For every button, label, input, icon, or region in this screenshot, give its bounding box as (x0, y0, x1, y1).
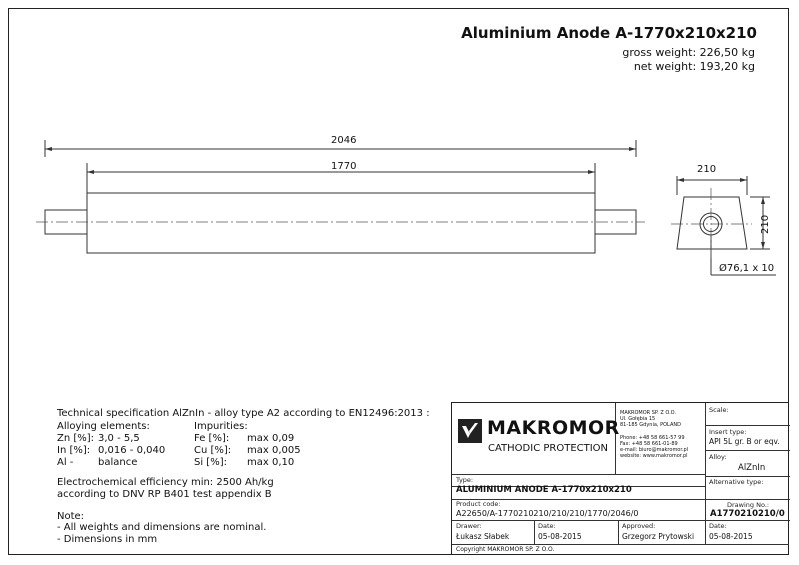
spec-heading: Technical specification AlZnIn - alloy type A2 according to EN12496:2013 : (57, 408, 430, 419)
spec-row-element: Al - (57, 457, 74, 468)
title-block (451, 402, 789, 555)
company-name: MAKROMOR (487, 417, 620, 439)
product-code-value: A22650/A-1770210210/210/210/1770/2046/0 (456, 509, 639, 518)
note-line-2: - Dimensions in mm (57, 534, 158, 545)
net-weight: net weight: 193,20 kg (633, 60, 755, 73)
makromor-logo-icon (458, 419, 482, 443)
drawing-no-label: Drawing No.: (727, 501, 770, 509)
scale-label: Scale: (709, 406, 729, 414)
spec-row-impurity: Si [%]: (194, 457, 227, 468)
drawer-date-value: 05-08-2015 (538, 532, 582, 541)
anode-body (87, 193, 595, 253)
dim-height-label: 210 (760, 214, 771, 234)
drawing-no-value: A1770210210/0 (710, 509, 785, 519)
type-value: ALUMINIUM ANODE A-1770x210x210 (456, 485, 632, 495)
spec-row-range: balance (98, 457, 138, 468)
impurities-title: Impurities: (194, 421, 248, 432)
dim-body-label: 1770 (331, 161, 357, 172)
note-line-1: - All weights and dimensions are nominal. (57, 522, 267, 533)
drawing-title: Aluminium Anode A-1770x210x210 (461, 24, 757, 42)
approval-date-label: Date: (709, 522, 727, 530)
gross-weight: gross weight: 226,50 kg (622, 46, 755, 59)
spec-row-range: 0,016 - 0,040 (98, 445, 166, 456)
efficiency-line-2: according to DNV RP B401 test appendix B (57, 489, 272, 500)
dim-width-label: 210 (697, 164, 717, 175)
company-tagline: CATHODIC PROTECTION (488, 443, 609, 454)
date-label: Date: (538, 522, 556, 530)
section-trapezoid (677, 197, 747, 249)
spec-row-impurity: Cu [%]: (194, 445, 232, 456)
approved-label: Approved: (622, 522, 656, 530)
copyright-text: Copyright MAKROMOR SP. Z O.O. (456, 546, 555, 553)
type-label: Type: (456, 476, 474, 484)
insert-type-value: API 5L gr. B or eqv. (709, 437, 780, 446)
spec-row-element: In [%]: (57, 445, 91, 456)
alloy-value: AlZnIn (738, 463, 766, 473)
efficiency-line-1: Electrochemical efficiency min: 2500 Ah/kg (57, 477, 274, 488)
product-code-label: Product code: (456, 500, 501, 508)
alloy-label: Alloy: (709, 453, 727, 461)
company-address: MAKROMOR SP. Z O.O. Ul. Gołębia 15 81-185 Gdynia, POLAND Phone: +48 58 661-57 99 Fax: +48 58 661-01-89 e-mail: biuro@makromor.pl website: www.makromor.pl (620, 410, 689, 460)
drawer-label: Drawer: (456, 522, 482, 530)
drawer-value: Łukasz Słabek (456, 532, 510, 541)
dim-core-label: Ø76,1 x 10 (719, 263, 775, 274)
spec-row-range: 3,0 - 5,5 (98, 433, 140, 444)
spec-row-max: max 0,005 (247, 445, 301, 456)
dim-total-label: 2046 (331, 135, 357, 146)
spec-row-max: max 0,10 (247, 457, 295, 468)
spec-row-element: Zn [%]: (57, 433, 95, 444)
spec-row-impurity: Fe [%]: (194, 433, 230, 444)
insert-type-label: Insert type: (709, 428, 747, 436)
alloying-title: Alloying elements: (57, 421, 150, 432)
alternative-type-label: Alternative type: (709, 478, 764, 486)
spec-row-max: max 0,09 (247, 433, 295, 444)
approval-date-value: 05-08-2015 (709, 532, 753, 541)
note-title: Note: (57, 511, 85, 522)
approved-value: Grzegorz Prytowski (622, 532, 695, 541)
